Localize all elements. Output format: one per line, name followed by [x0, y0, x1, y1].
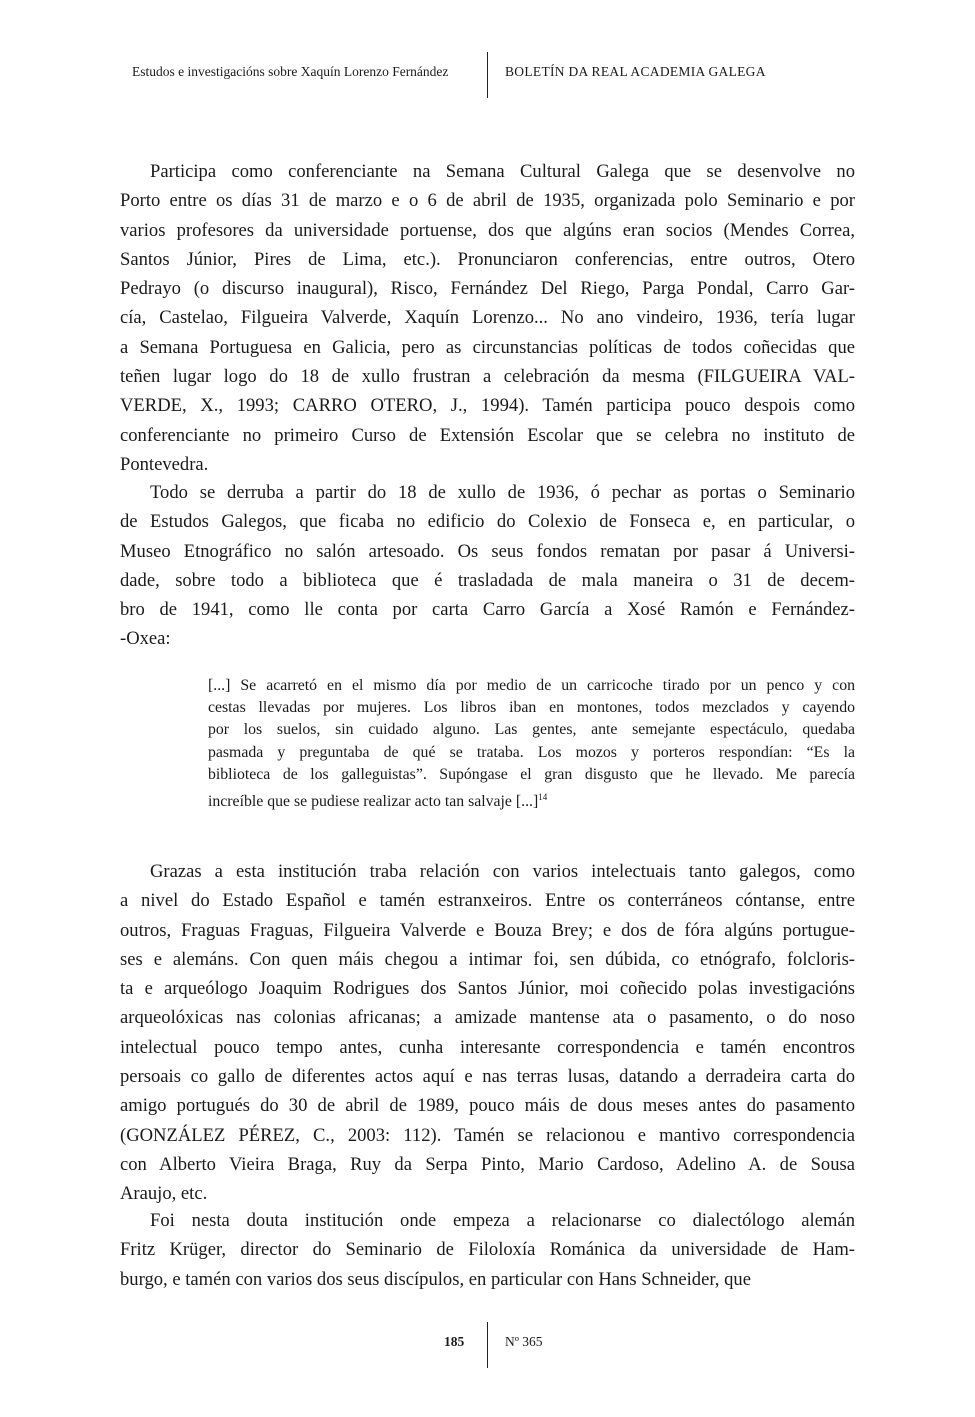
- paragraph-1: [120, 157, 855, 479]
- text-line: Foi nesta douta institución onde empeza a relacionarse co dialectólogo alemán: [150, 1210, 855, 1231]
- text-line: bro de 1941, como lle conta por carta Carro García a Xosé Ramón e Fernández-: [120, 599, 855, 621]
- footnote-reference[interactable]: 14: [538, 791, 548, 802]
- text-line: ses e alemáns. Con quen máis chegou a intimar foi, sen dúbida, co etnógrafo, folcloris-: [120, 948, 855, 970]
- quote-line: [208, 786, 855, 808]
- text-line: Fritz Krüger, director do Seminario de Filoloxía Románica da universidade de Ham-: [120, 1239, 855, 1261]
- text-line: Todo se derruba a partir do 18 de xullo de 1936, ó pechar as portas o Seminario: [150, 482, 855, 503]
- quote-text: increíble que se pudiese realizar acto tan salvaje [...]: [208, 792, 539, 810]
- text-line: Pontevedra.: [120, 453, 209, 475]
- page-number: 185: [444, 1334, 465, 1349]
- quote-text: por los suelos, sin cuidado alguno. Las gentes, ante semejante espectáculo, quedaba: [208, 721, 855, 739]
- text-line: persoais co gallo de diferentes actos aquí e nas terras lusas, datando a derradeira carta do: [120, 1066, 855, 1088]
- text-line: intelectual pouco tempo antes, cunha interesante correspondencia e tamén encontros: [120, 1036, 855, 1058]
- issue-number: Nº 365: [505, 1334, 543, 1349]
- text-line: -Oxea:: [120, 628, 171, 650]
- text-line: (GONZÁLEZ PÉREZ, C., 2003: 112). Tamén se relacionou e mantivo correspondencia: [120, 1124, 855, 1146]
- header-divider: [487, 52, 488, 98]
- text-line: Porto entre os días 31 de marzo e o 6 de abril de 1935, organizada polo Seminario e por: [120, 190, 855, 212]
- quote-text: [...] Se acarretó en el mismo día por medio de un carricoche tirado por un penco y con: [208, 677, 855, 694]
- text-line: teñen lugar logo do 18 de xullo frustran a celebración da mesma (FILGUEIRA VAL-: [120, 366, 855, 388]
- text-line: amigo portugués do 30 de abril de 1989, pouco máis de dous meses antes do pasamento: [120, 1095, 855, 1117]
- quote-line: [208, 675, 855, 697]
- text-line: VERDE, X., 1993; CARRO OTERO, J., 1994). Tamén participa pouco despois como: [120, 395, 855, 417]
- text-line: arqueolóxicas nas colonias africanas; a amizade mantense ata o pasamento, o do noso: [120, 1007, 855, 1029]
- running-header-left: Estudos e investigacións sobre Xaquín Lorenzo Fernández: [132, 64, 449, 79]
- text-line: a nivel do Estado Español e tamén estranxeiros. Entre os conterráneos cóntanse, entre: [120, 890, 855, 912]
- quote-text: pasmada y preguntaba de qué se trataba. Los mozos y porteros respondían: “Es la: [208, 743, 855, 761]
- text-line: varios profesores da universidade portuense, dos que algúns eran socios (Mendes Correa,: [120, 219, 855, 241]
- text-line: burgo, e tamén con varios dos seus discípulos, en particular con Hans Schneider, que: [120, 1268, 751, 1290]
- quote-text: cestas llevadas por mujeres. Los libros iban en montones, todos mezclados y cayendo: [208, 699, 855, 717]
- block-quote: [208, 675, 855, 808]
- text-line: Grazas a esta institución traba relación con varios intelectuais tanto galegos, como: [150, 861, 855, 882]
- paragraph-4: [120, 1206, 855, 1294]
- text-line: Pedrayo (o discurso inaugural), Risco, Fernández Del Riego, Parga Pondal, Carro Gar-: [120, 278, 855, 300]
- text-line: Museo Etnográfico no salón artesoado. Os seus fondos rematan por pasar á Universi-: [120, 540, 855, 562]
- text-line: Participa como conferenciante na Semana Cultural Galega que se desenvolve no: [150, 161, 855, 182]
- text-line: cía, Castelao, Filgueira Valverde, Xaquín Lorenzo... No ano vindeiro, 1936, tería lugar: [120, 307, 855, 329]
- text-line: outros, Fraguas Fraguas, Filgueira Valverde e Bouza Brey; e dos de fóra algúns portugue-: [120, 919, 855, 941]
- quote-line: [208, 742, 855, 764]
- footer-divider: [487, 1322, 488, 1368]
- text-line: dade, sobre todo a biblioteca que é trasladada de mala maneira o 31 de decem-: [120, 569, 855, 591]
- quote-line: [208, 764, 855, 786]
- running-header-right: BOLETÍN DA REAL ACADEMIA GALEGA: [505, 64, 766, 79]
- text-line: con Alberto Vieira Braga, Ruy da Serpa Pinto, Mario Cardoso, Adelino A. de Sousa: [120, 1153, 855, 1175]
- text-line: de Estudos Galegos, que ficaba no edificio do Colexio de Fonseca e, en particular, o: [120, 511, 855, 533]
- text-line: Araujo, etc.: [120, 1183, 208, 1205]
- paragraph-3: [120, 857, 855, 1209]
- text-line: a Semana Portuguesa en Galicia, pero as circunstancias políticas de todos coñecidas que: [120, 336, 855, 358]
- text-line: Santos Júnior, Pires de Lima, etc.). Pronunciaron conferencias, entre outros, Otero: [120, 248, 855, 270]
- quote-line: [208, 697, 855, 719]
- text-line: conferenciante no primeiro Curso de Extensión Escolar que se celebra no instituto de: [120, 424, 855, 446]
- paragraph-2: [120, 478, 855, 654]
- text-line: ta e arqueólogo Joaquim Rodrigues dos Santos Júnior, moi coñecido polas investigacións: [120, 978, 855, 1000]
- quote-text: biblioteca de los galleguistas”. Supóngase el gran disgusto que he llevado. Me parecía: [208, 765, 855, 783]
- quote-line: [208, 719, 855, 741]
